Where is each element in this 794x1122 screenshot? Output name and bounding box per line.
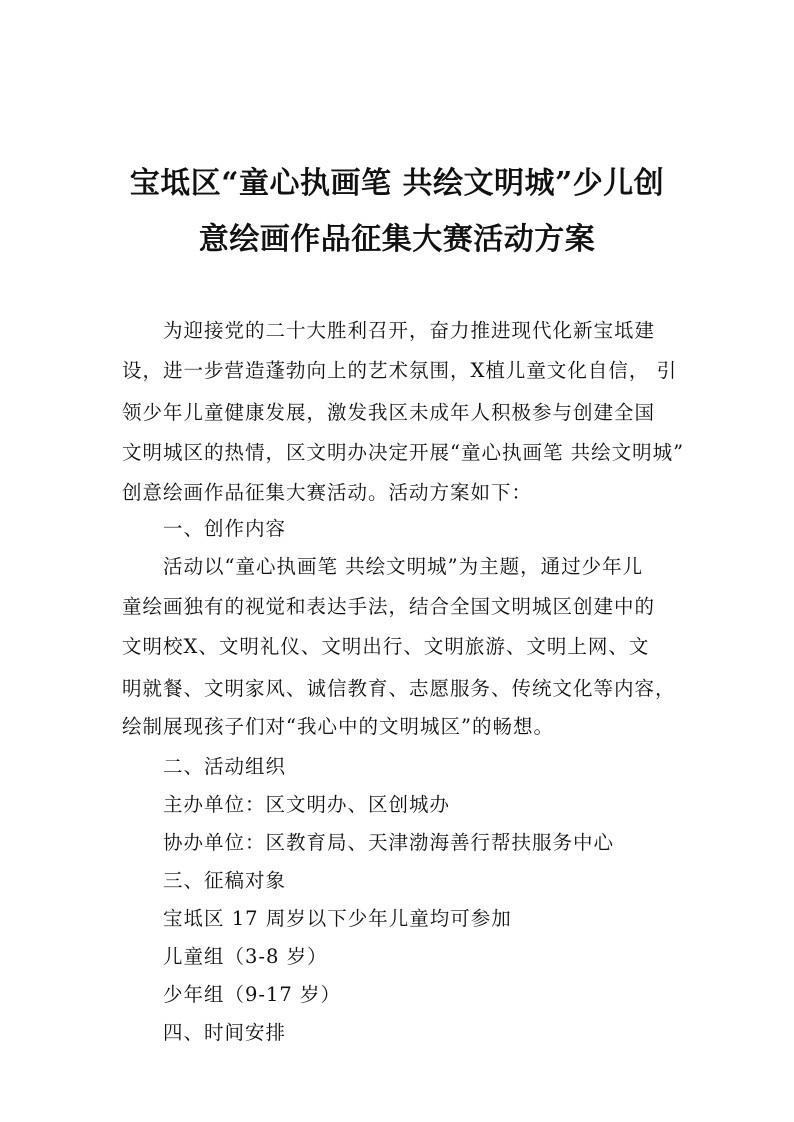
body-line-8: 童绘画独有的视觉和表达手法，结合全国文明城区创建中的	[122, 595, 656, 618]
body-line-10: 明就餐、文明家风、诚信教育、志愿服务、传统文化等内容，	[122, 677, 676, 700]
body-line-11: 绘制展现孩子们对“我心中的文明城区”的畅想。	[122, 715, 554, 738]
body-line-4: 文明城区的热情，区文明办决定开展“童心执画笔 共绘文明城”	[122, 441, 685, 464]
youth-group-line: 少年组（9-17 岁）	[163, 983, 342, 1006]
host-organizer-line: 主办单位：区文明办、区创城办	[163, 793, 451, 816]
body-line-9: 文明校X、文明礼仪、文明出行、文明旅游、文明上网、文	[122, 635, 650, 658]
co-organizer-line: 协办单位：区教育局、天津渤海善行帮扶服务中心	[163, 831, 615, 854]
participants-eligibility-line: 宝坻区 17 周岁以下少年儿童均可参加	[163, 907, 512, 930]
body-line-2: 设，进一步营造蓬勃向上的艺术氛围，X植儿童文化自信， 引	[122, 359, 678, 382]
body-line-7: 活动以“童心执画笔 共绘文明城”为主题，通过少年儿	[163, 555, 644, 578]
children-group-line: 儿童组（3-8 岁）	[163, 945, 328, 968]
section-heading-schedule: 四、时间安排	[163, 1021, 287, 1044]
body-line-1: 为迎接党的二十大胜利召开，奋力推进现代化新宝坻建	[163, 319, 656, 342]
document-title-line-1: 宝坻区“童心执画笔 共绘文明城”少儿创	[129, 166, 665, 201]
body-line-3: 领少年儿童健康发展，激发我区未成年人积极参与创建全国	[122, 401, 656, 424]
section-heading-creation-content: 一、创作内容	[163, 517, 287, 540]
document-title-line-2: 意绘画作品征集大赛活动方案	[198, 222, 596, 257]
body-line-5: 创意绘画作品征集大赛活动。活动方案如下：	[122, 481, 533, 504]
section-heading-organization: 二、活动组织	[163, 755, 287, 778]
section-heading-participants: 三、征稿对象	[163, 869, 287, 892]
